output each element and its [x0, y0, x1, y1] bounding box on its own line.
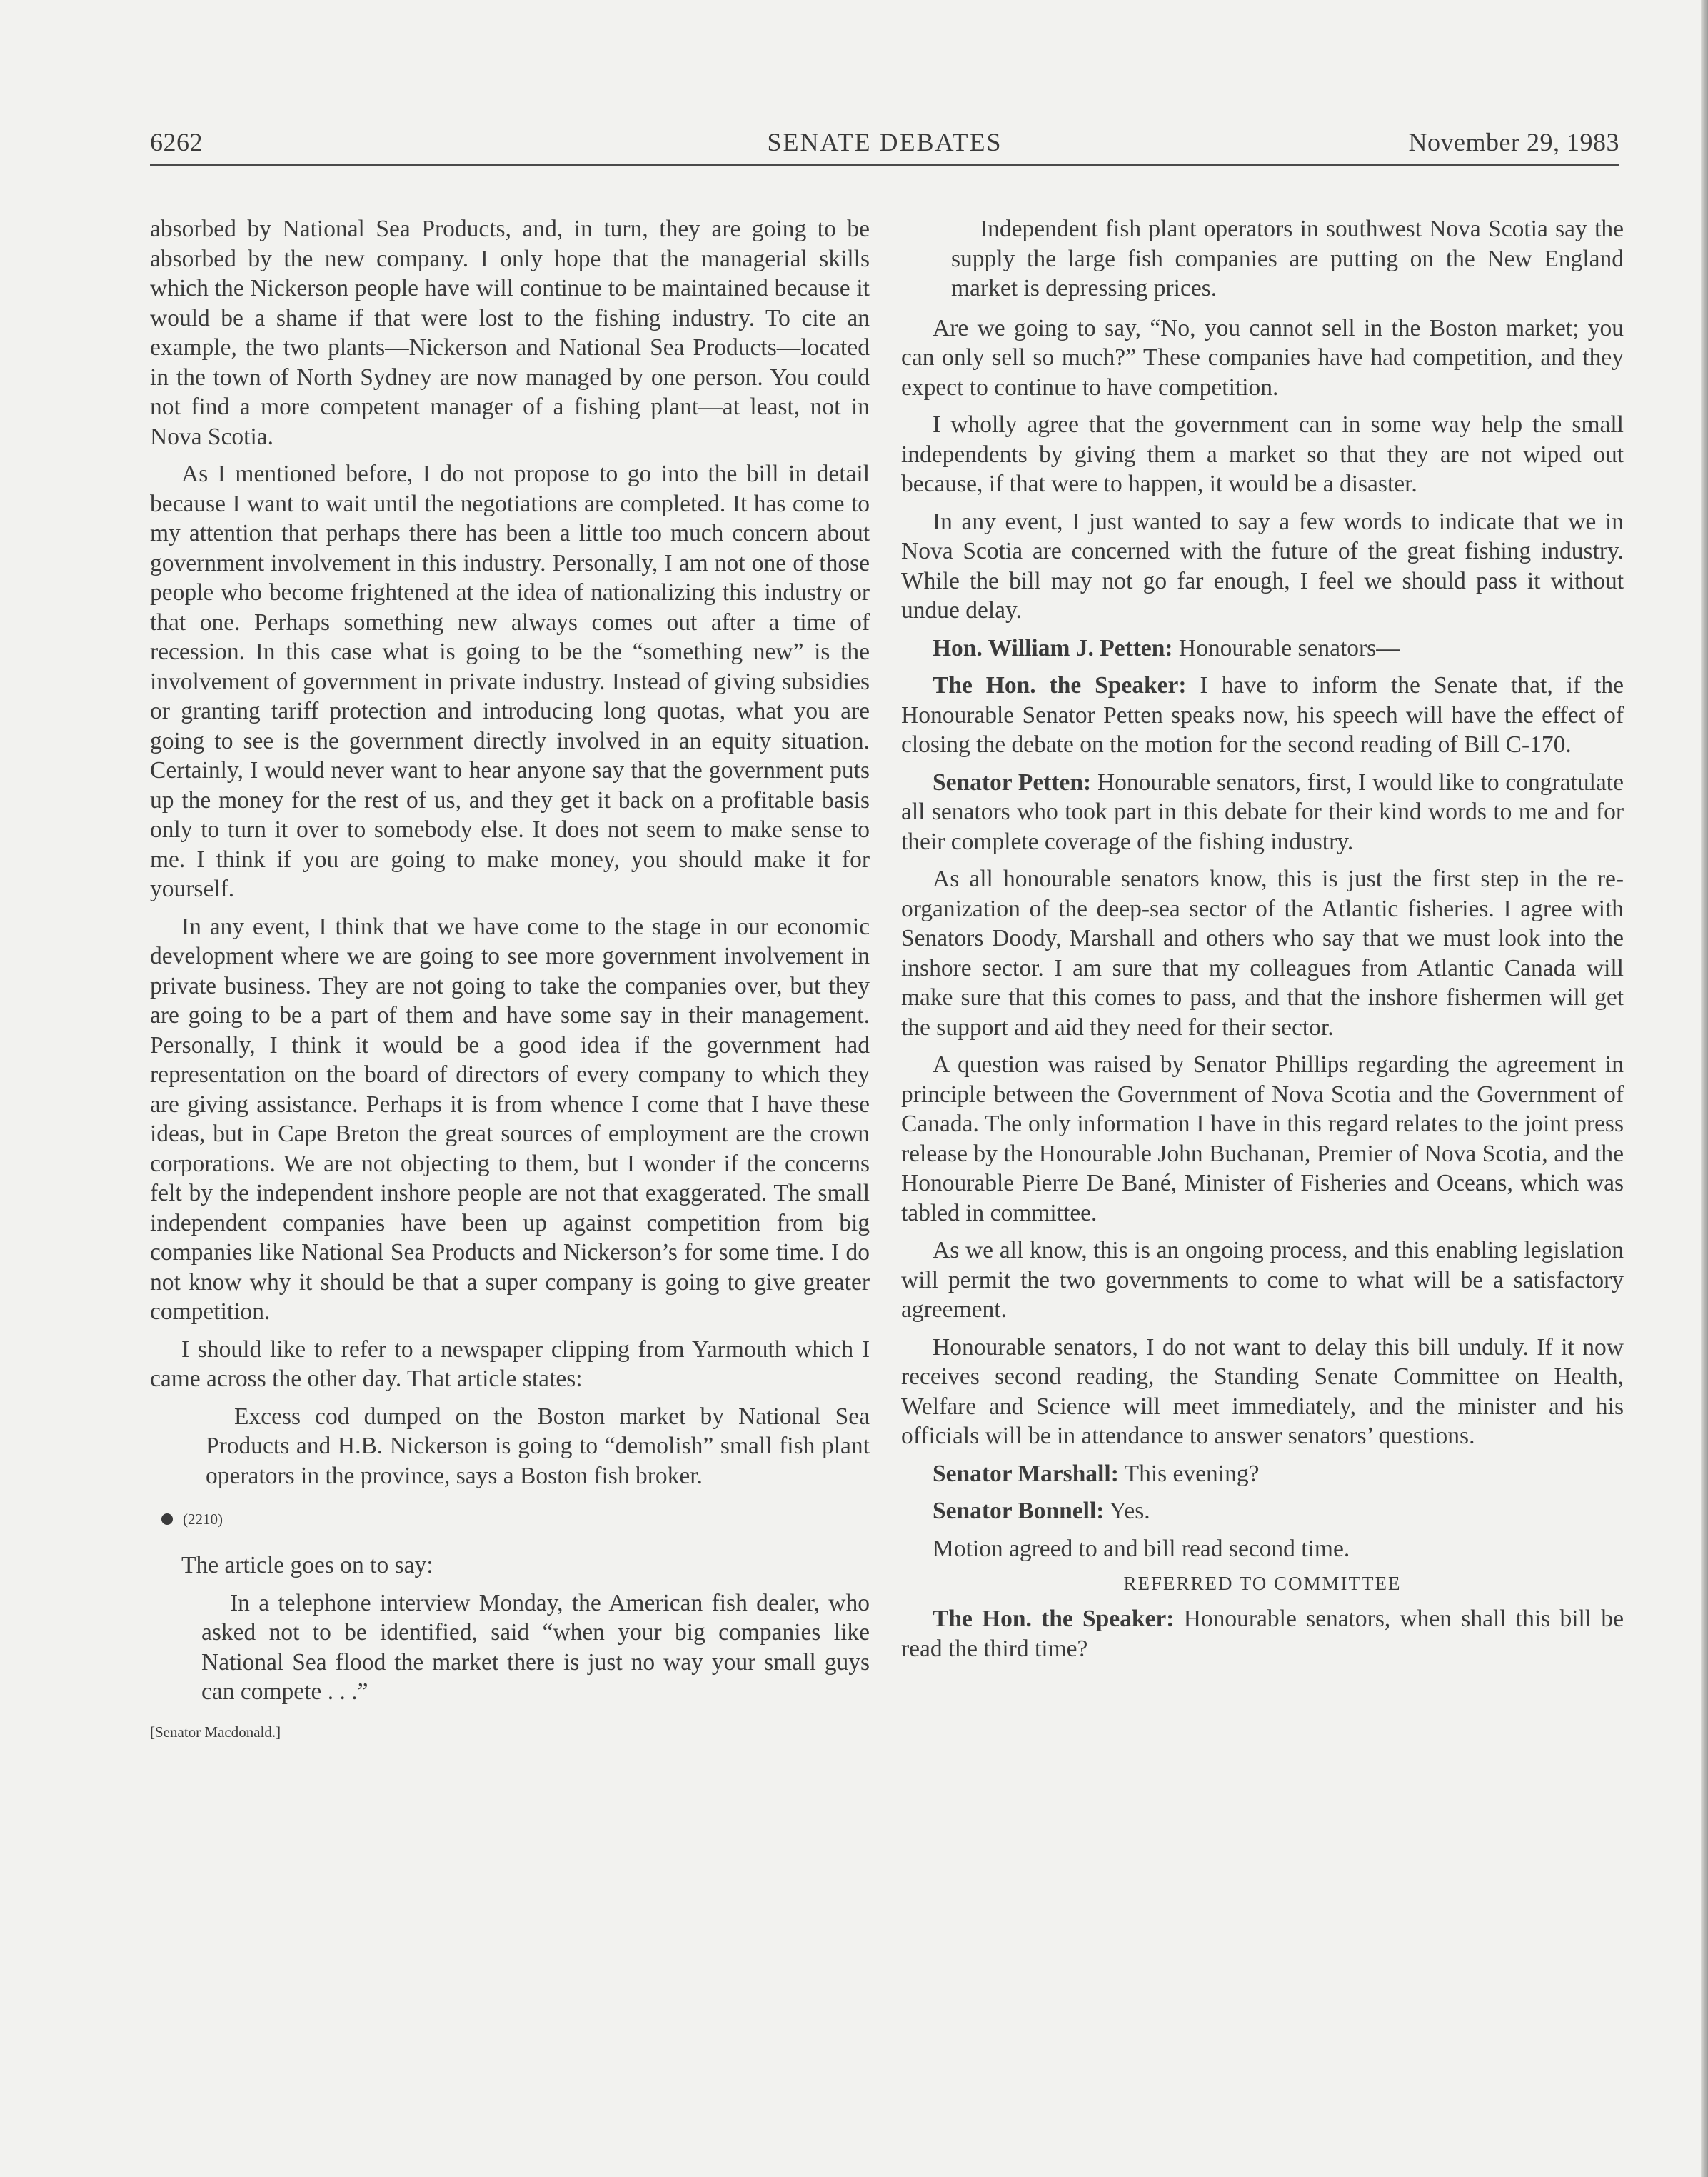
speaker-name: Senator Petten:	[933, 769, 1092, 796]
scan-edge	[1701, 0, 1708, 2177]
speech-text: Honourable senators, when shall this bill be read the third time?	[901, 1606, 1624, 1662]
paragraph: Honourable senators, I do not want to delay this bill unduly. If it now receives second reading, the Standing Senate Committee on Health, Welfare and Science will meet immediately, and the minister and his officials will be in attendance to answer senators’ questions.	[901, 1333, 1624, 1449]
publication-title: SENATE DEBATES	[767, 128, 1003, 156]
paragraph: A question was raised by Senator Phillips regarding the agreement in principle between the Government of Nova Scotia and the Government of Canada. The only information I have in this regard relates to the joint press release by the Honourable John Buchanan, Premier of Nova Scotia, and the Honourable Pierre De Bané, Minister of Fisheries and Oceans, which was tabled in committee.	[901, 1051, 1624, 1226]
page-date: November 29, 1983	[1408, 128, 1619, 156]
paragraph: absorbed by National Sea Products, and, in turn, they are going to be absorbed by the new company. I only hope that the managerial skills which the Nickerson people have will continue to be maintained because it would be a shame if that were lost to the fishing industry. To cite an example, the two plants—Nickerson and National Sea Products—located in the town of North Sydney are now managed by one person. You could not find a more competent manager of a fishing plant—at least, not in Nova Scotia.	[150, 216, 870, 450]
paragraph: Are we going to say, “No, you cannot sell in the Boston market; you can only sell so much?” These companies have had competition, and they expect to continue to have competition.	[901, 314, 1624, 401]
speaker-name: The Hon. the Speaker:	[933, 1606, 1175, 1632]
left-column	[150, 214, 870, 1741]
paragraph: I should like to refer to a newspaper clipping from Yarmouth which I came across the other day. That article states:	[150, 1336, 870, 1392]
paragraph: In any event, I just wanted to say a few words to indicate that we in Nova Scotia are concerned with the future of the great fishing industry. While the bill may not go far enough, I feel we should pass it without undue delay.	[901, 508, 1624, 624]
speaker-name: Hon. William J. Petten:	[933, 634, 1173, 661]
speech	[901, 671, 1624, 760]
paragraph: Motion agreed to and bill read second time.	[933, 1535, 1350, 1562]
speaker-name: Senator Bonnell:	[933, 1498, 1105, 1524]
quotation: Independent fish plant operators in southwest Nova Scotia say the supply the large fish companies are putting on the New England market is depressing prices.	[951, 216, 1624, 301]
header-rule	[150, 164, 1619, 166]
quotation: Excess cod dumped on the Boston market by National Sea Products and H.B. Nickerson is going to “demolish” small fish plant operators in the province, says a Boston fish broker.	[206, 1403, 870, 1489]
speech-text: Honourable senators, first, I would like to congratulate all senators who took part in this debate for their kind words to me and for their complete coverage of the fishing industry.	[901, 769, 1624, 855]
speech	[901, 1496, 1624, 1526]
paragraph: As we all know, this is an ongoing process, and this enabling legislation will permit the two governments to come to what will be a satisfactory agreement.	[901, 1237, 1624, 1323]
section-heading: REFERRED TO COMMITTEE	[1123, 1573, 1402, 1594]
bullet-dot-icon	[161, 1513, 173, 1525]
speaker-name: Senator Marshall:	[933, 1460, 1119, 1487]
paragraph: As all honourable senators know, this is just the first step in the re-organization of the deep-sea sector of the Atlantic fisheries. I agree with Senators Doody, Marshall and others who say that we must look into the inshore sector. I am sure that my colleagues from Atlantic Canada will make sure that this comes to pass, and that the inshore fishermen will get the support and aid they need for their sector.	[901, 866, 1624, 1041]
page-number: 6262	[150, 128, 203, 156]
paragraph: As I mentioned before, I do not propose to go into the bill in detail because I want to wait until the negotiations are completed. It has come to my attention that perhaps there has been a little too much concern about government involvement in this industry. Personally, I am not one of those people who become frightened at the idea of nationalizing this industry or that one. Perhaps something new always comes out after a time of recession. In this case what is going to be the “something new” is the involvement of government in private industry. Instead of giving subsidies or granting tariff protection and introducing long quotas, what you are going to see is the government directly involved in an equity situation. Certainly, I would never want to hear anyone say that the government puts up the money for the rest of us, and they get it back on a profitable basis only to turn it over to somebody else. It does not seem to make sense to me. I think if you are going to make money, you should make it for yourself.	[150, 461, 870, 902]
paragraph: The article goes on to say:	[181, 1552, 433, 1578]
speech	[901, 768, 1624, 857]
quotation: In a telephone interview Monday, the American fish dealer, who asked not to be identified, said “when your big companies like National Sea flood the market there is just no way your small guys can compete . . .”	[201, 1589, 870, 1705]
speech-text: This evening?	[1118, 1460, 1260, 1487]
speaker-name: The Hon. the Speaker:	[933, 672, 1187, 699]
speech	[901, 1604, 1624, 1663]
speech	[901, 1459, 1624, 1489]
page-header	[150, 127, 1619, 164]
speech	[901, 634, 1624, 664]
right-column	[901, 214, 1624, 1671]
speech-text: Honourable senators—	[1172, 634, 1400, 661]
paragraph: I wholly agree that the government can in some way help the small independents by giving them a market so that they are not wiped out because, if that were to happen, it would be a disaster.	[901, 411, 1624, 497]
time-marker	[161, 1511, 870, 1528]
speech-text: I have to inform the Senate that, if the Honourable Senator Petten speaks now, his speech will have the effect of closing the debate on the motion for the second reading of Bill C-170.	[901, 672, 1624, 758]
time-marker-label: (2210)	[183, 1511, 223, 1528]
speaker-footnote: [Senator Macdonald.]	[150, 1723, 281, 1741]
paragraph: In any event, I think that we have come to the stage in our economic development where we are going to see more government involvement in private business. They are not going to take the companies over, but they are going to be a part of them and have some say in their management. Personally, I think it would be a good idea if the government had representation on the board of directors of every company to which they are giving assistance. Perhaps it is from whence I come that I have these ideas, but in Cape Breton the great sources of employment are the crown corporations. We are not objecting to them, but I wonder if the concerns felt by the independent inshore people are not that exaggerated. The small independent companies have been up against competition from big companies like National Sea Products and Nickerson’s for some time. I do not know why it should be that a super company is going to give greater competition.	[150, 913, 870, 1325]
speech-text: Yes.	[1104, 1498, 1150, 1524]
